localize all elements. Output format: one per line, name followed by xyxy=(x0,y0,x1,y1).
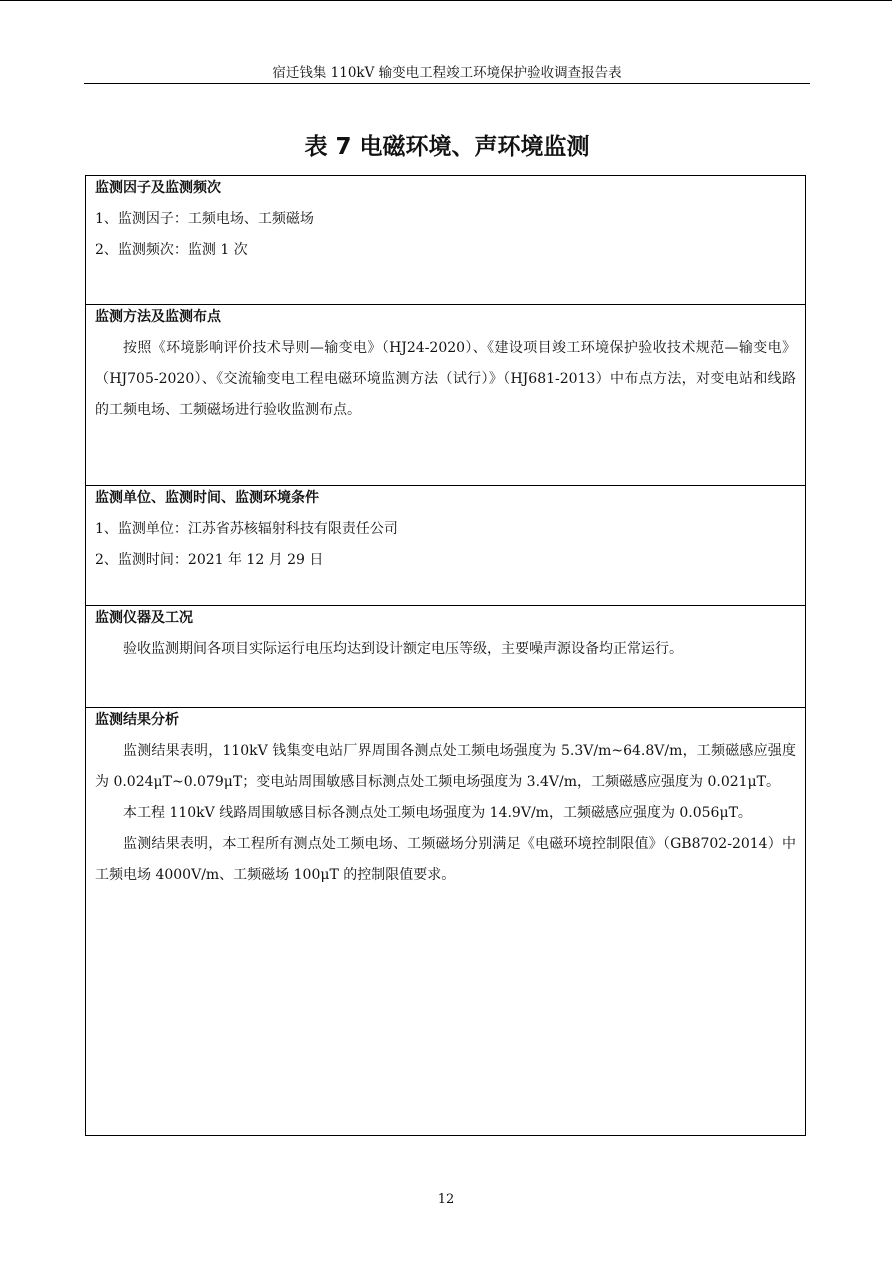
paragraph: 监测结果表明，110kV 钱集变电站厂界周围各测点处工频电场强度为 5.3V/m~64.8V/m，工频磁感应强度为 0.024μT~0.079μT；变电站周围敏感目标测点处工频电场强度为 3.4V/m，工频磁感应强度为 0.021μT。 xyxy=(95,743,796,790)
section-title: 监测方法及监测布点 xyxy=(95,309,221,325)
text-line: 1、监测因子：工频电场、工频磁场 xyxy=(95,211,314,227)
section-title: 监测仪器及工况 xyxy=(95,610,193,626)
page-title: 表 7 电磁环境、声环境监测 xyxy=(304,134,590,160)
section-monitoring-unit-time xyxy=(86,485,805,605)
section-results-analysis xyxy=(86,707,805,1135)
section-instruments-conditions xyxy=(86,605,805,707)
monitoring-table xyxy=(85,175,806,1136)
section-monitoring-method xyxy=(86,304,805,485)
paragraph: 监测结果表明，本工程所有测点处工频电场、工频磁场分别满足《电磁环境控制限值》（GB8702-2014）中工频电场 4000V/m、工频磁场 100μT 的控制限值要求。 xyxy=(95,836,796,883)
section-title: 监测因子及监测频次 xyxy=(95,180,221,196)
text-line: 2、监测频次：监测 1 次 xyxy=(95,242,248,258)
section-title: 监测结果分析 xyxy=(95,712,179,728)
paragraph: 本工程 110kV 线路周围敏感目标各测点处工频电场强度为 14.9V/m，工频磁感应强度为 0.056μT。 xyxy=(123,805,752,821)
page-number: 12 xyxy=(437,1192,455,1207)
section-title: 监测单位、监测时间、监测环境条件 xyxy=(95,490,319,506)
header-rule xyxy=(84,83,810,84)
paragraph: 按照《环境影响评价技术导则—输变电》（HJ24-2020）、《建设项目竣工环境保护验收技术规范—输变电》（HJ705-2020）、《交流输变电工程电磁环境监测方法（试行）》（HJ681-2013）中布点方法，对变电站和线路的工频电场、工频磁场进行验收监测布点。 xyxy=(95,340,796,418)
paragraph: 验收监测期间各项目实际运行电压均达到设计额定电压等级，主要噪声源设备均正常运行。 xyxy=(123,641,683,657)
top-border xyxy=(0,0,892,1)
text-line: 1、监测单位：江苏省苏核辐射科技有限责任公司 xyxy=(95,521,398,537)
text-line: 2、监测时间：2021 年 12 月 29 日 xyxy=(95,552,324,568)
running-header: 宿迁钱集 110kV 输变电工程竣工环境保护验收调查报告表 xyxy=(272,65,622,81)
section-monitoring-factors xyxy=(86,176,805,304)
